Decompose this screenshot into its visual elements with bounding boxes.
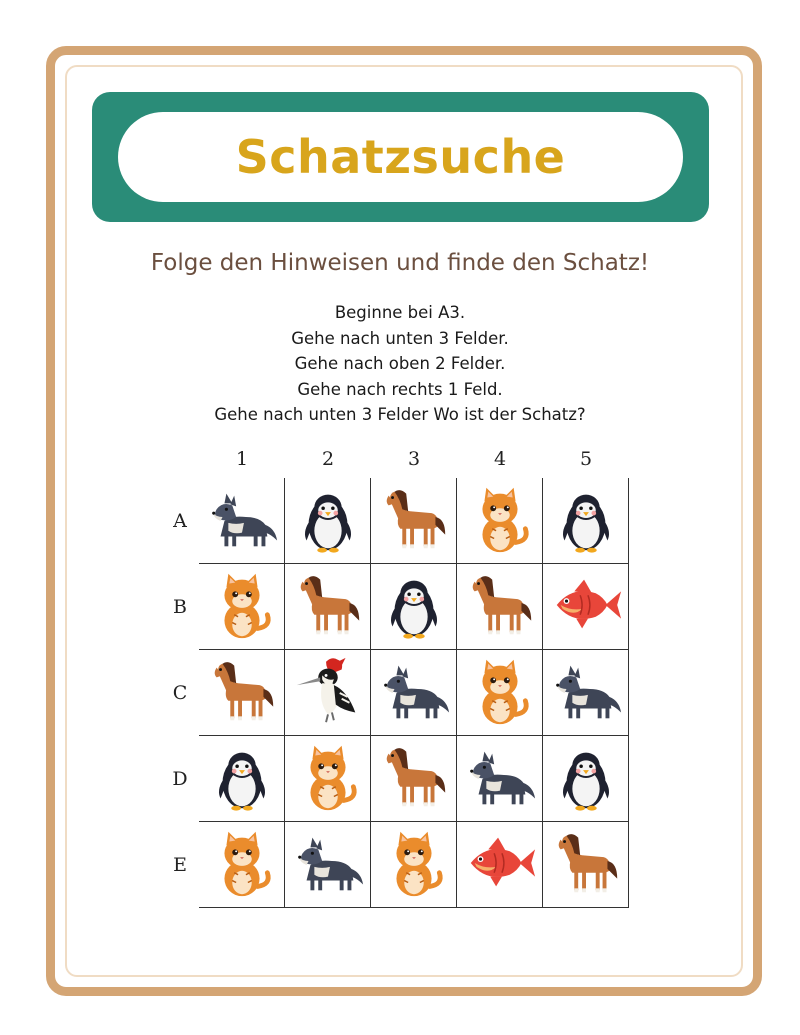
row-header: C xyxy=(172,682,188,704)
grid-cell-C3 xyxy=(371,650,457,736)
wolf-icon xyxy=(289,824,367,906)
horse-icon xyxy=(547,824,625,906)
penguin-icon xyxy=(547,480,625,562)
grid-cell-C1 xyxy=(199,650,285,736)
instruction-line: Gehe nach rechts 1 Feld. xyxy=(297,379,503,399)
horse-icon xyxy=(289,566,367,648)
column-header: 3 xyxy=(407,448,421,470)
penguin-icon xyxy=(547,738,625,820)
wolf-icon xyxy=(375,652,453,734)
instructions xyxy=(0,300,800,428)
grid-cell-A2 xyxy=(285,478,371,564)
treasure-grid xyxy=(199,478,629,908)
fish-icon xyxy=(547,566,625,648)
wolf-icon xyxy=(547,652,625,734)
grid-cell-A3 xyxy=(371,478,457,564)
grid-cell-E2 xyxy=(285,822,371,908)
page-title: Schatzsuche xyxy=(235,130,566,184)
grid-cell-A4 xyxy=(457,478,543,564)
cat-icon xyxy=(289,738,367,820)
grid-cell-D4 xyxy=(457,736,543,822)
grid-cell-C4 xyxy=(457,650,543,736)
column-header: 5 xyxy=(579,448,593,470)
cat-icon xyxy=(375,824,453,906)
horse-icon xyxy=(203,652,281,734)
instruction-line: Gehe nach unten 3 Felder Wo ist der Schatz? xyxy=(214,405,586,424)
penguin-icon xyxy=(289,480,367,562)
grid-cell-D3 xyxy=(371,736,457,822)
grid-cell-D1 xyxy=(199,736,285,822)
cat-icon xyxy=(203,824,281,906)
penguin-icon xyxy=(203,738,281,820)
grid-cell-E4 xyxy=(457,822,543,908)
grid-cell-B5 xyxy=(543,564,629,650)
row-header: A xyxy=(173,510,187,532)
wolf-icon xyxy=(203,480,281,562)
cat-icon xyxy=(203,566,281,648)
grid-cell-E1 xyxy=(199,822,285,908)
grid-cell-A5 xyxy=(543,478,629,564)
row-header: E xyxy=(173,854,187,876)
horse-icon xyxy=(461,566,539,648)
grid-cell-D5 xyxy=(543,736,629,822)
page-subtitle: Folge den Hinweisen und finde den Schatz! xyxy=(150,250,650,276)
fish-icon xyxy=(461,824,539,906)
horse-icon xyxy=(375,738,453,820)
cat-icon xyxy=(461,480,539,562)
instruction-line: Gehe nach oben 2 Felder. xyxy=(294,354,506,373)
row-header: B xyxy=(173,596,187,618)
penguin-icon xyxy=(375,566,453,648)
grid-cell-B4 xyxy=(457,564,543,650)
instruction-line: Gehe nach unten 3 Felder. xyxy=(291,328,509,348)
grid-cell-C5 xyxy=(543,650,629,736)
instruction-line: Beginne bei A3. xyxy=(334,303,466,322)
wolf-icon xyxy=(461,738,539,820)
title-pill xyxy=(118,112,683,202)
grid-cell-B2 xyxy=(285,564,371,650)
grid-cell-A1 xyxy=(199,478,285,564)
cat-icon xyxy=(461,652,539,734)
column-header: 4 xyxy=(493,448,507,470)
grid-cell-E3 xyxy=(371,822,457,908)
row-header: D xyxy=(172,768,188,790)
grid-cell-B3 xyxy=(371,564,457,650)
grid-cell-D2 xyxy=(285,736,371,822)
grid-cell-B1 xyxy=(199,564,285,650)
grid-cell-E5 xyxy=(543,822,629,908)
grid-cell-C2 xyxy=(285,650,371,736)
horse-icon xyxy=(375,480,453,562)
column-header: 1 xyxy=(235,448,249,470)
column-header: 2 xyxy=(321,448,335,470)
woodpecker-icon xyxy=(289,652,367,734)
